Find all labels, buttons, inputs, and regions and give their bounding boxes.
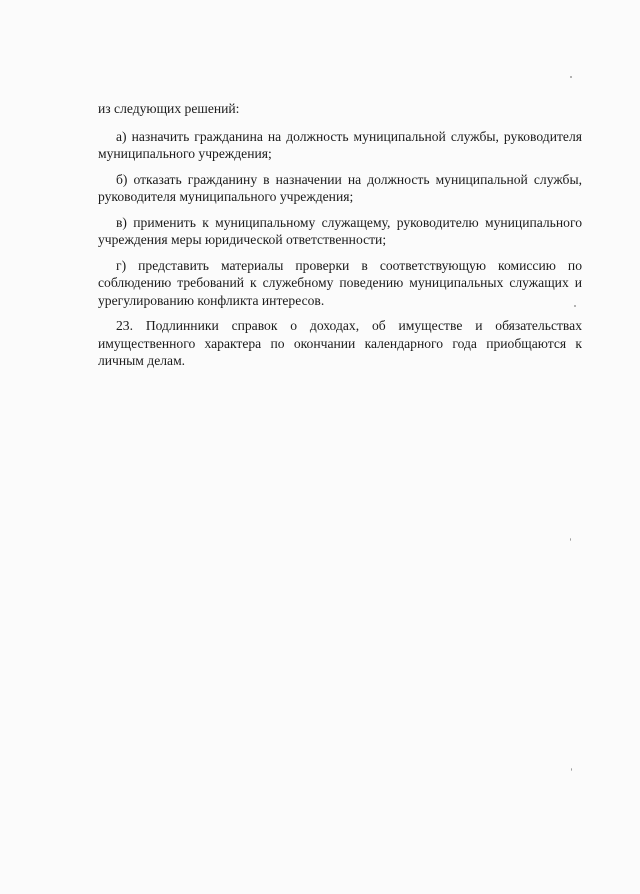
paragraph-23: 23. Подлинники справок о доходах, об имуществе и обязательствах имущественного характера по окончании календарного года приобщаются к личным делам.	[98, 318, 582, 368]
paragraph-item-a: а) назначить гражданина на должность муниципальной службы, руководителя муниципального учреждения;	[98, 128, 582, 161]
paragraph-item-b: б) отказать гражданину в назначении на должность муниципальной службы, руководителя муниципального учреждения;	[98, 171, 582, 204]
scan-speck	[570, 538, 571, 541]
paragraph-item-g: г) представить материалы проверки в соответствующую комиссию по соблюдению требований к служебному поведению муниципальных служащих и урегулированию конфликта интересов.	[98, 257, 582, 308]
paragraph-item-v: в) применить к муниципальному служащему, руководителю муниципального учреждения меры юридической ответственности;	[98, 214, 582, 247]
scan-speck	[571, 768, 572, 771]
scan-speck	[574, 305, 576, 307]
document-body	[98, 100, 582, 378]
scan-speck	[570, 76, 572, 78]
paragraph-intro: из следующих решений:	[98, 101, 240, 116]
